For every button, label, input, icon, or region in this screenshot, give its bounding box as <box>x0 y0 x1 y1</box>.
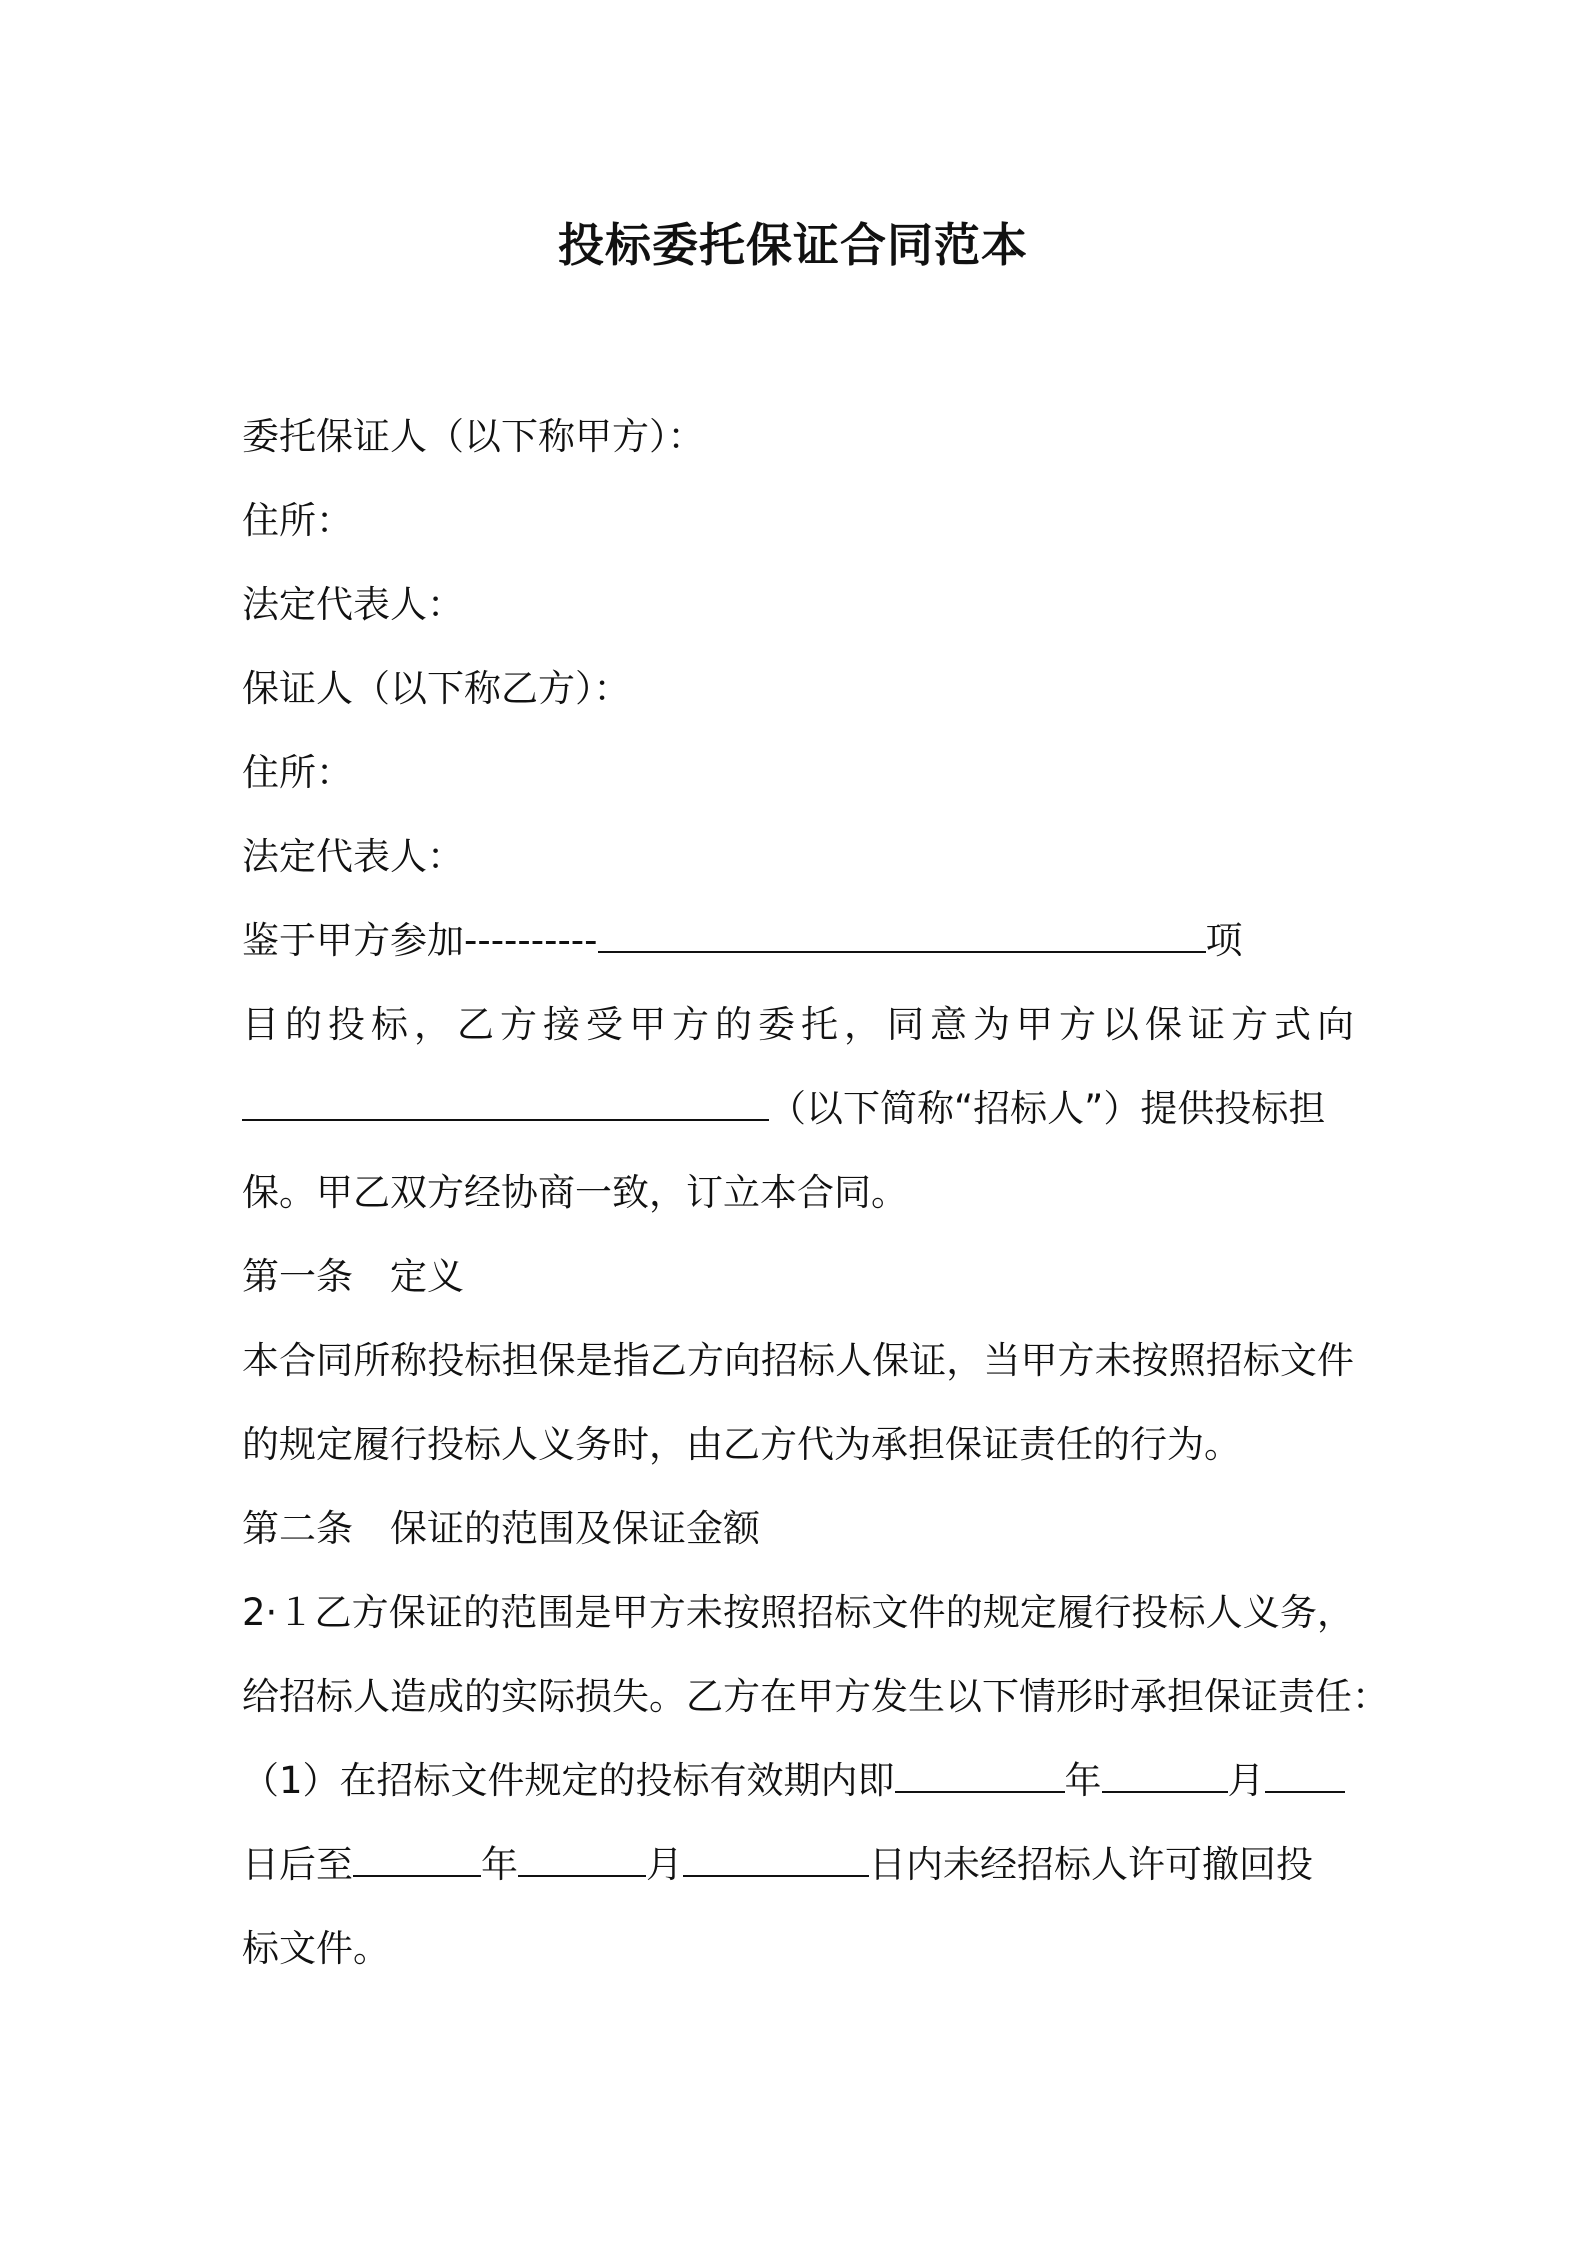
article-2-line-2: 给招标人造成的实际损失。乙方在甲方发生以下情形时承担保证责任： <box>242 1675 1389 1718</box>
preamble-line-4: 保。甲乙双方经协商一致，订立本合同。 <box>242 1171 908 1214</box>
principal-address-line: 住所： <box>242 499 353 542</box>
guarantor-line: 保证人（以下称乙方）： <box>242 667 631 710</box>
guarantor-rep-line: 法定代表人： <box>242 835 464 878</box>
end-month-blank <box>518 1831 646 1877</box>
item-1-month-label: 月 <box>1227 1759 1265 1802</box>
article-2-line-1: 2·１乙方保证的范围是甲方未按照招标文件的规定履行投标人义务， <box>242 1591 1354 1634</box>
principal-line: 委托保证人（以下称甲方）： <box>242 415 705 458</box>
item-1-prefix: （1）在招标文件规定的投标有效期内即 <box>242 1759 895 1802</box>
end-year-blank <box>353 1831 481 1877</box>
item-1-year-label: 年 <box>1064 1759 1102 1802</box>
end-day-blank <box>683 1831 869 1877</box>
article-2-heading: 第二条 保证的范围及保证金额 <box>242 1507 760 1550</box>
document-title: 投标委托保证合同范本 <box>558 218 1028 272</box>
guarantor-address-line: 住所： <box>242 751 353 794</box>
preamble-line-1 <box>242 899 1243 983</box>
article-2-item-1-line-2 <box>242 1823 1313 1907</box>
start-day-blank <box>1265 1747 1345 1793</box>
preamble-line-3-end: （以下简称“招标人”）提供投标担 <box>769 1087 1326 1130</box>
principal-rep-line: 法定代表人： <box>242 583 464 626</box>
article-2-item-1-line-3: 标文件。 <box>242 1927 390 1970</box>
start-year-blank <box>895 1747 1065 1793</box>
preamble-line-3 <box>242 1067 1325 1151</box>
tenderer-name-blank <box>242 1075 769 1121</box>
start-month-blank <box>1102 1747 1228 1793</box>
item-1-month2-label: 月 <box>646 1843 683 1886</box>
project-name-blank <box>598 907 1206 953</box>
item-1-tail: 日内未经招标人许可撤回投 <box>869 1843 1313 1886</box>
preamble-line-1-start: 鉴于甲方参加---------- <box>242 919 598 962</box>
article-1-line-1: 本合同所称投标担保是指乙方向招标人保证，当甲方未按照招标文件 <box>242 1339 1354 1382</box>
article-1-heading: 第一条 定义 <box>242 1255 464 1298</box>
preamble-line-1-end: 项 <box>1205 919 1243 962</box>
item-1-year2-label: 年 <box>481 1843 518 1886</box>
article-1-line-2: 的规定履行投标人义务时，由乙方代为承担保证责任的行为。 <box>242 1423 1241 1466</box>
article-2-item-1-line-1 <box>242 1739 1345 1823</box>
item-1-day-after: 日后至 <box>242 1843 353 1886</box>
preamble-line-2: 目的投标，乙方接受甲方的委托，同意为甲方以保证方式向 <box>242 1003 1354 1046</box>
